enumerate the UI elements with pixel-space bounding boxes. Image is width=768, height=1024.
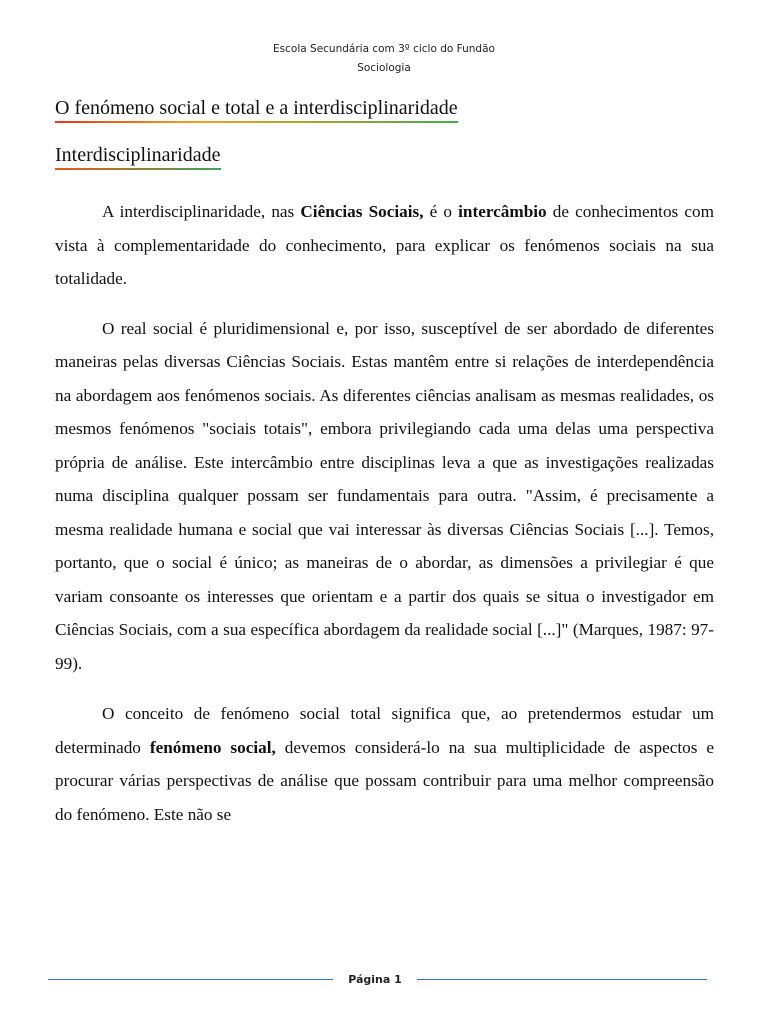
paragraph-1-text-a: A interdisciplinaridade, nas: [102, 202, 301, 221]
school-name: Escola Secundária com 3º ciclo do Fundão: [273, 43, 495, 55]
document-title: O fenómeno social e total e a interdisciplinaridade: [55, 94, 458, 123]
paragraph-1-text-c: de conhecimentos com vista à complementaridade do conhecimento, para explicar os fenómenos sociais na sua totalidade.: [55, 202, 714, 288]
paragraph-3-text-b: devemos considerá-lo na sua multiplicidade de aspectos e procurar várias perspectivas de análise que possam contribuir para uma melhor compreensão do fenómeno. Este não se: [55, 737, 714, 824]
paragraph-3-text-a: O conceito de fenómeno social total significa que, ao pretendermos estudar um determinado: [55, 704, 714, 757]
paragraph-3-bold-a: fenómeno social,: [149, 737, 276, 757]
paragraph-1-bold-b: intercâmbio: [458, 202, 547, 221]
subject-name: Sociologia: [357, 62, 411, 74]
footer-rule-left: [48, 979, 333, 980]
page-number: Página 1: [348, 973, 402, 986]
paragraph-1: [55, 195, 714, 296]
paragraph-1-text-b: é o: [423, 202, 459, 221]
document-header: [0, 40, 768, 78]
paragraph-1-bold-a: Ciências Sociais,: [300, 202, 424, 221]
section-heading: Interdisciplinaridade: [55, 141, 221, 170]
footer-rule-right: [417, 979, 707, 980]
document-body: [55, 94, 714, 831]
paragraph-2: O real social é pluridimensional e, por isso, susceptível de ser abordado de diferentes maneiras pelas diversas Ciências Sociais. Estas mantêm entre si relações de interdependência na abordagem aos fenómenos sociais. As diferentes ciências analisam as mesmas realidades, os mesmos fenómenos "sociais totais", embora privilegiando cada uma delas uma perspectiva própria de análise. Este intercâmbio entre disciplinas leva a que as investigações realizadas numa disciplina qualquer possam ser fundamentais para outra. "Assim, é precisamente a mesma realidade humana e social que vai interessar às diversas Ciências Sociais [...]. Temos, portanto, que o social é único; as maneiras de o abordar, as dimensões a privilegiar é que variam consoante os interesses que orientam e a partir dos quais se situa o investigador em Ciências Sociais, com a sua específica abordagem da realidade social [...]" (Marques, 1987: 97-99).: [55, 318, 714, 673]
paragraph-3: [55, 697, 714, 831]
